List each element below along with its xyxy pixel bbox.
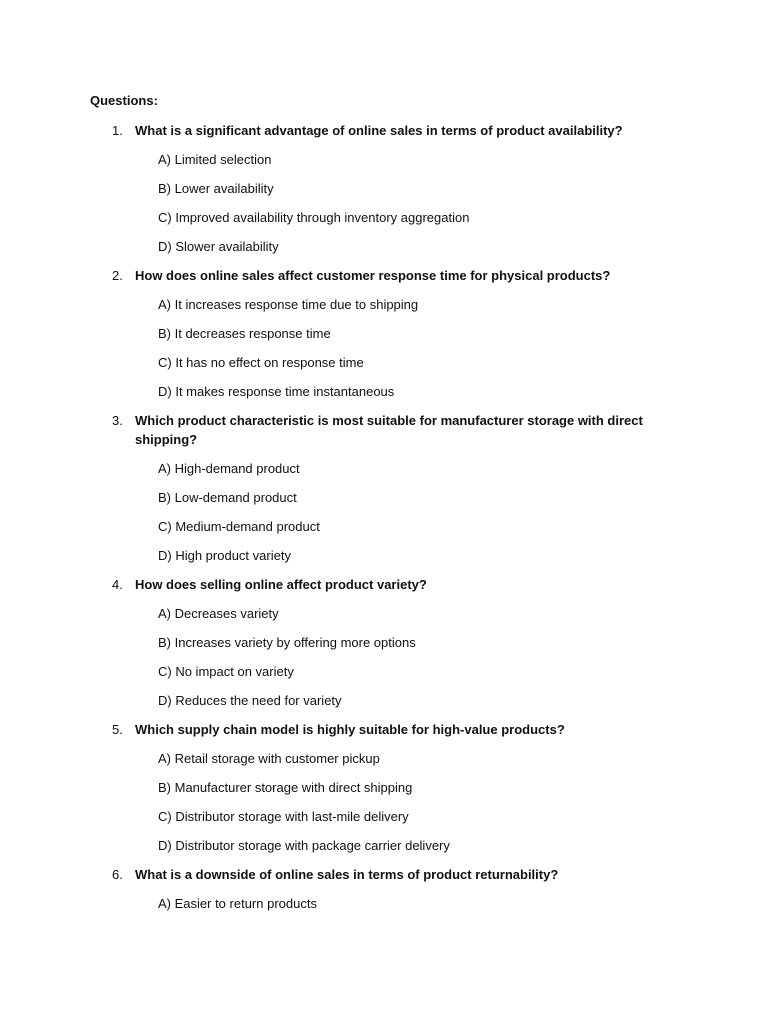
option-item: A) Retail storage with customer pickup [158, 751, 380, 766]
option-item: D) Reduces the need for variety [158, 693, 342, 708]
question-number: 4. [112, 577, 123, 592]
question-text: Which product characteristic is most suitable for manufacturer storage with direct shipping? [135, 413, 643, 447]
option-item: B) Low-demand product [158, 490, 297, 505]
question-row [90, 575, 670, 594]
option-item: B) Increases variety by offering more options [158, 635, 416, 650]
option-item: A) Easier to return products [158, 896, 317, 911]
question-item [90, 121, 670, 256]
option-item: A) High-demand product [158, 461, 300, 476]
option-item: A) Decreases variety [158, 606, 279, 621]
option-item: D) Slower availability [158, 239, 279, 254]
option-list [90, 604, 670, 710]
question-item [90, 865, 670, 913]
option-item: D) It makes response time instantaneous [158, 384, 395, 399]
option-item: B) It decreases response time [158, 326, 331, 341]
option-item: C) Improved availability through inventory aggregation [158, 210, 470, 225]
question-row [90, 411, 670, 449]
option-item: A) Limited selection [158, 152, 272, 167]
question-number: 2. [112, 268, 123, 283]
option-item: D) Distributor storage with package carrier delivery [158, 838, 450, 853]
option-item: B) Lower availability [158, 181, 274, 196]
question-number: 3. [112, 413, 123, 428]
question-text: How does selling online affect product variety? [135, 577, 427, 592]
option-item: B) Manufacturer storage with direct shipping [158, 780, 413, 795]
option-list [90, 150, 670, 256]
option-item: C) Distributor storage with last-mile delivery [158, 809, 409, 824]
option-item: C) Medium-demand product [158, 519, 320, 534]
option-item: D) High product variety [158, 548, 291, 563]
question-item [90, 266, 670, 401]
question-text: How does online sales affect customer response time for physical products? [135, 268, 611, 283]
option-item: C) No impact on variety [158, 664, 294, 679]
option-list [90, 894, 670, 913]
question-text: What is a downside of online sales in terms of product returnability? [135, 867, 559, 882]
question-row [90, 865, 670, 884]
question-text: What is a significant advantage of online sales in terms of product availability? [135, 123, 623, 138]
option-list [90, 749, 670, 855]
option-item: C) It has no effect on response time [158, 355, 364, 370]
questions-heading: Questions: [90, 93, 158, 108]
question-number: 6. [112, 867, 123, 882]
question-row [90, 121, 670, 140]
question-item [90, 411, 670, 565]
question-number: 5. [112, 722, 123, 737]
question-row [90, 266, 670, 285]
question-item [90, 575, 670, 710]
option-list [90, 459, 670, 565]
option-list [90, 295, 670, 401]
question-item [90, 720, 670, 855]
question-row [90, 720, 670, 739]
question-text: Which supply chain model is highly suitable for high-value products? [135, 722, 565, 737]
question-number: 1. [112, 123, 123, 138]
option-item: A) It increases response time due to shipping [158, 297, 419, 312]
question-list [90, 121, 670, 923]
